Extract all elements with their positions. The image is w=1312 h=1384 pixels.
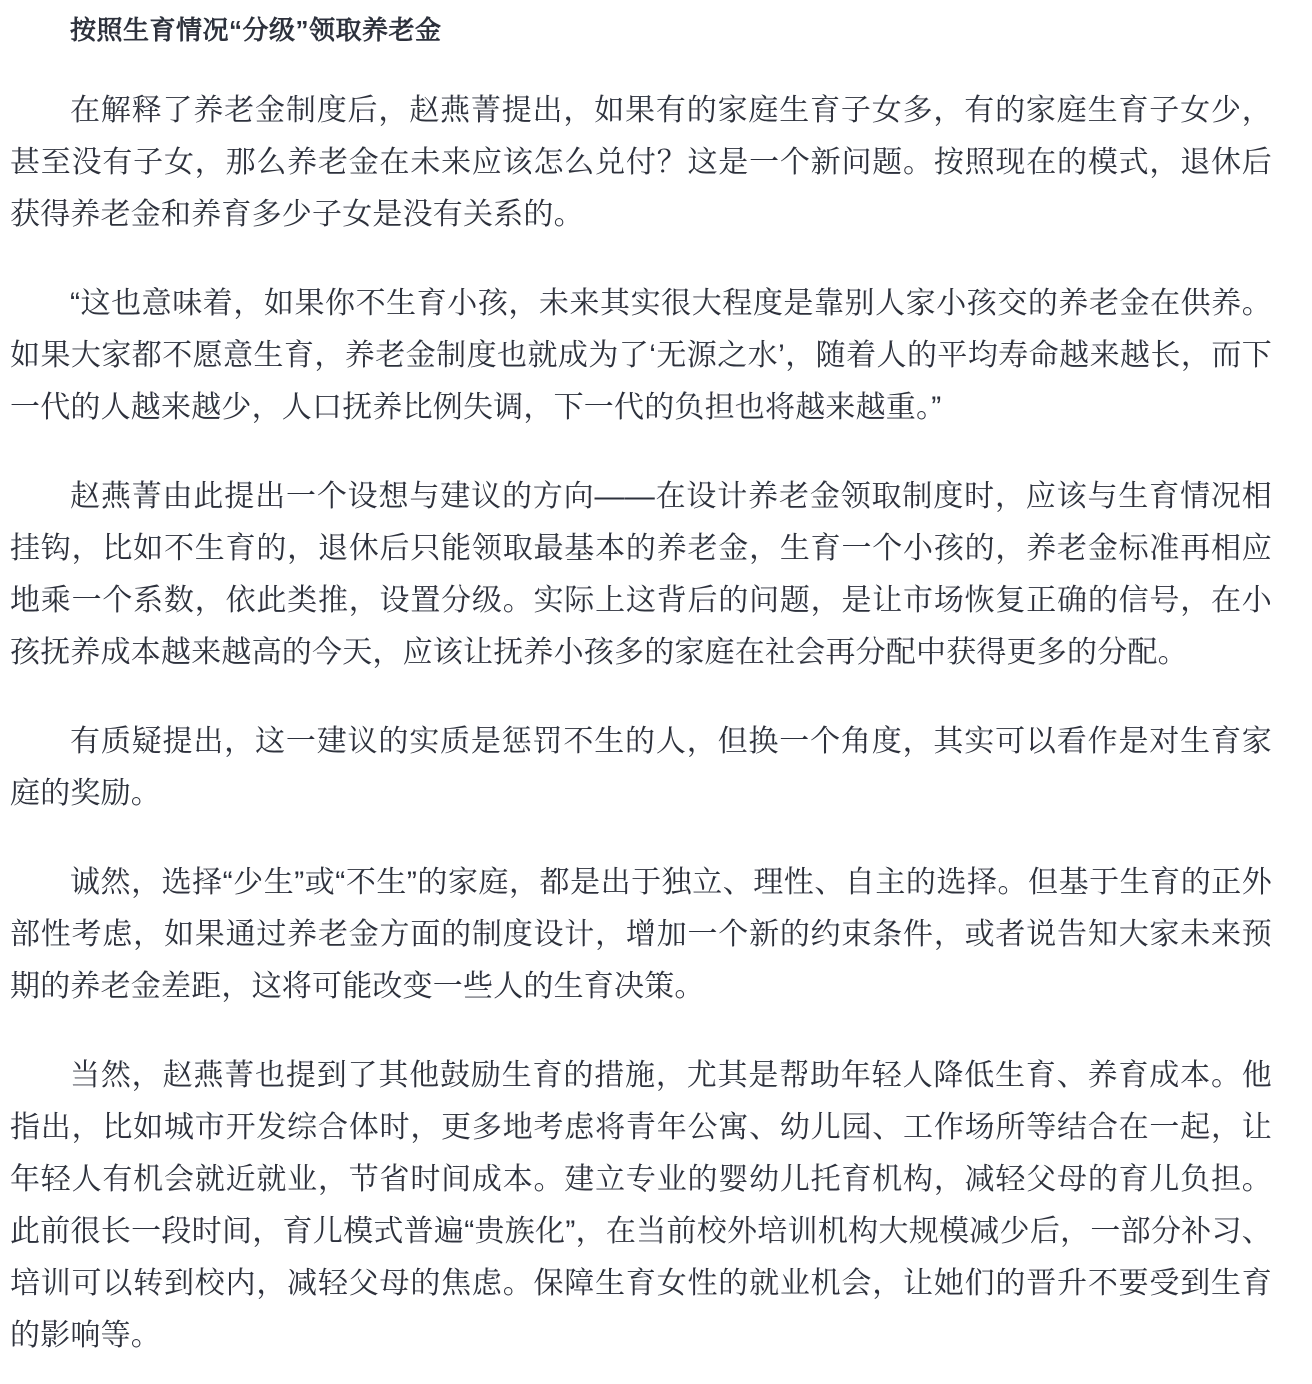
article-paragraph: 当然，赵燕菁也提到了其他鼓励生育的措施，尤其是帮助年轻人降低生育、养育成本。他指出，比如城市开发综合体时，更多地考虑将青年公寓、幼儿园、工作场所等结合在一起，让年轻人有机会就近就业，节省时间成本。建立专业的婴幼儿托育机构，减轻父母的育儿负担。此前很长一段时间，育儿模式普遍“贵族化”，在当前校外培训机构大规模减少后，一部分补习、培训可以转到校内，减轻父母的焦虑。保障生育女性的就业机会，让她们的晋升不要受到生育的影响等。 xyxy=(10,1059,1272,1352)
article-section-title: 按照生育情况“分级”领取养老金 xyxy=(70,15,442,45)
article-paragraph: “这也意味着，如果你不生育小孩，未来其实很大程度是靠别人家小孩交的养老金在供养。如果大家都不愿意生育，养老金制度也就成为了‘无源之水’，随着人的平均寿命越来越长，而下一代的人越来越少，人口抚养比例失调，下一代的负担也将越来越重。” xyxy=(10,287,1272,424)
article-paragraph: 有质疑提出，这一建议的实质是惩罚不生的人，但换一个角度，其实可以看作是对生育家庭的奖励。 xyxy=(10,725,1272,810)
article-paragraph: 在解释了养老金制度后，赵燕菁提出，如果有的家庭生育子女多，有的家庭生育子女少，甚至没有子女，那么养老金在未来应该怎么兑付？这是一个新问题。按照现在的模式，退休后获得养老金和养育多少子女是没有关系的。 xyxy=(10,94,1272,231)
article-body xyxy=(10,85,1272,1362)
article-paragraph: 诚然，选择“少生”或“不生”的家庭，都是出于独立、理性、自主的选择。但基于生育的正外部性考虑，如果通过养老金方面的制度设计，增加一个新的约束条件，或者说告知大家未来预期的养老金差距，这将可能改变一些人的生育决策。 xyxy=(10,866,1272,1003)
article-paragraph: 赵燕菁由此提出一个设想与建议的方向——在设计养老金领取制度时，应该与生育情况相挂钩，比如不生育的，退休后只能领取最基本的养老金，生育一个小孩的，养老金标准再相应地乘一个系数，依此类推，设置分级。实际上这背后的问题，是让市场恢复正确的信号，在小孩抚养成本越来越高的今天，应该让抚养小孩多的家庭在社会再分配中获得更多的分配。 xyxy=(10,480,1272,669)
